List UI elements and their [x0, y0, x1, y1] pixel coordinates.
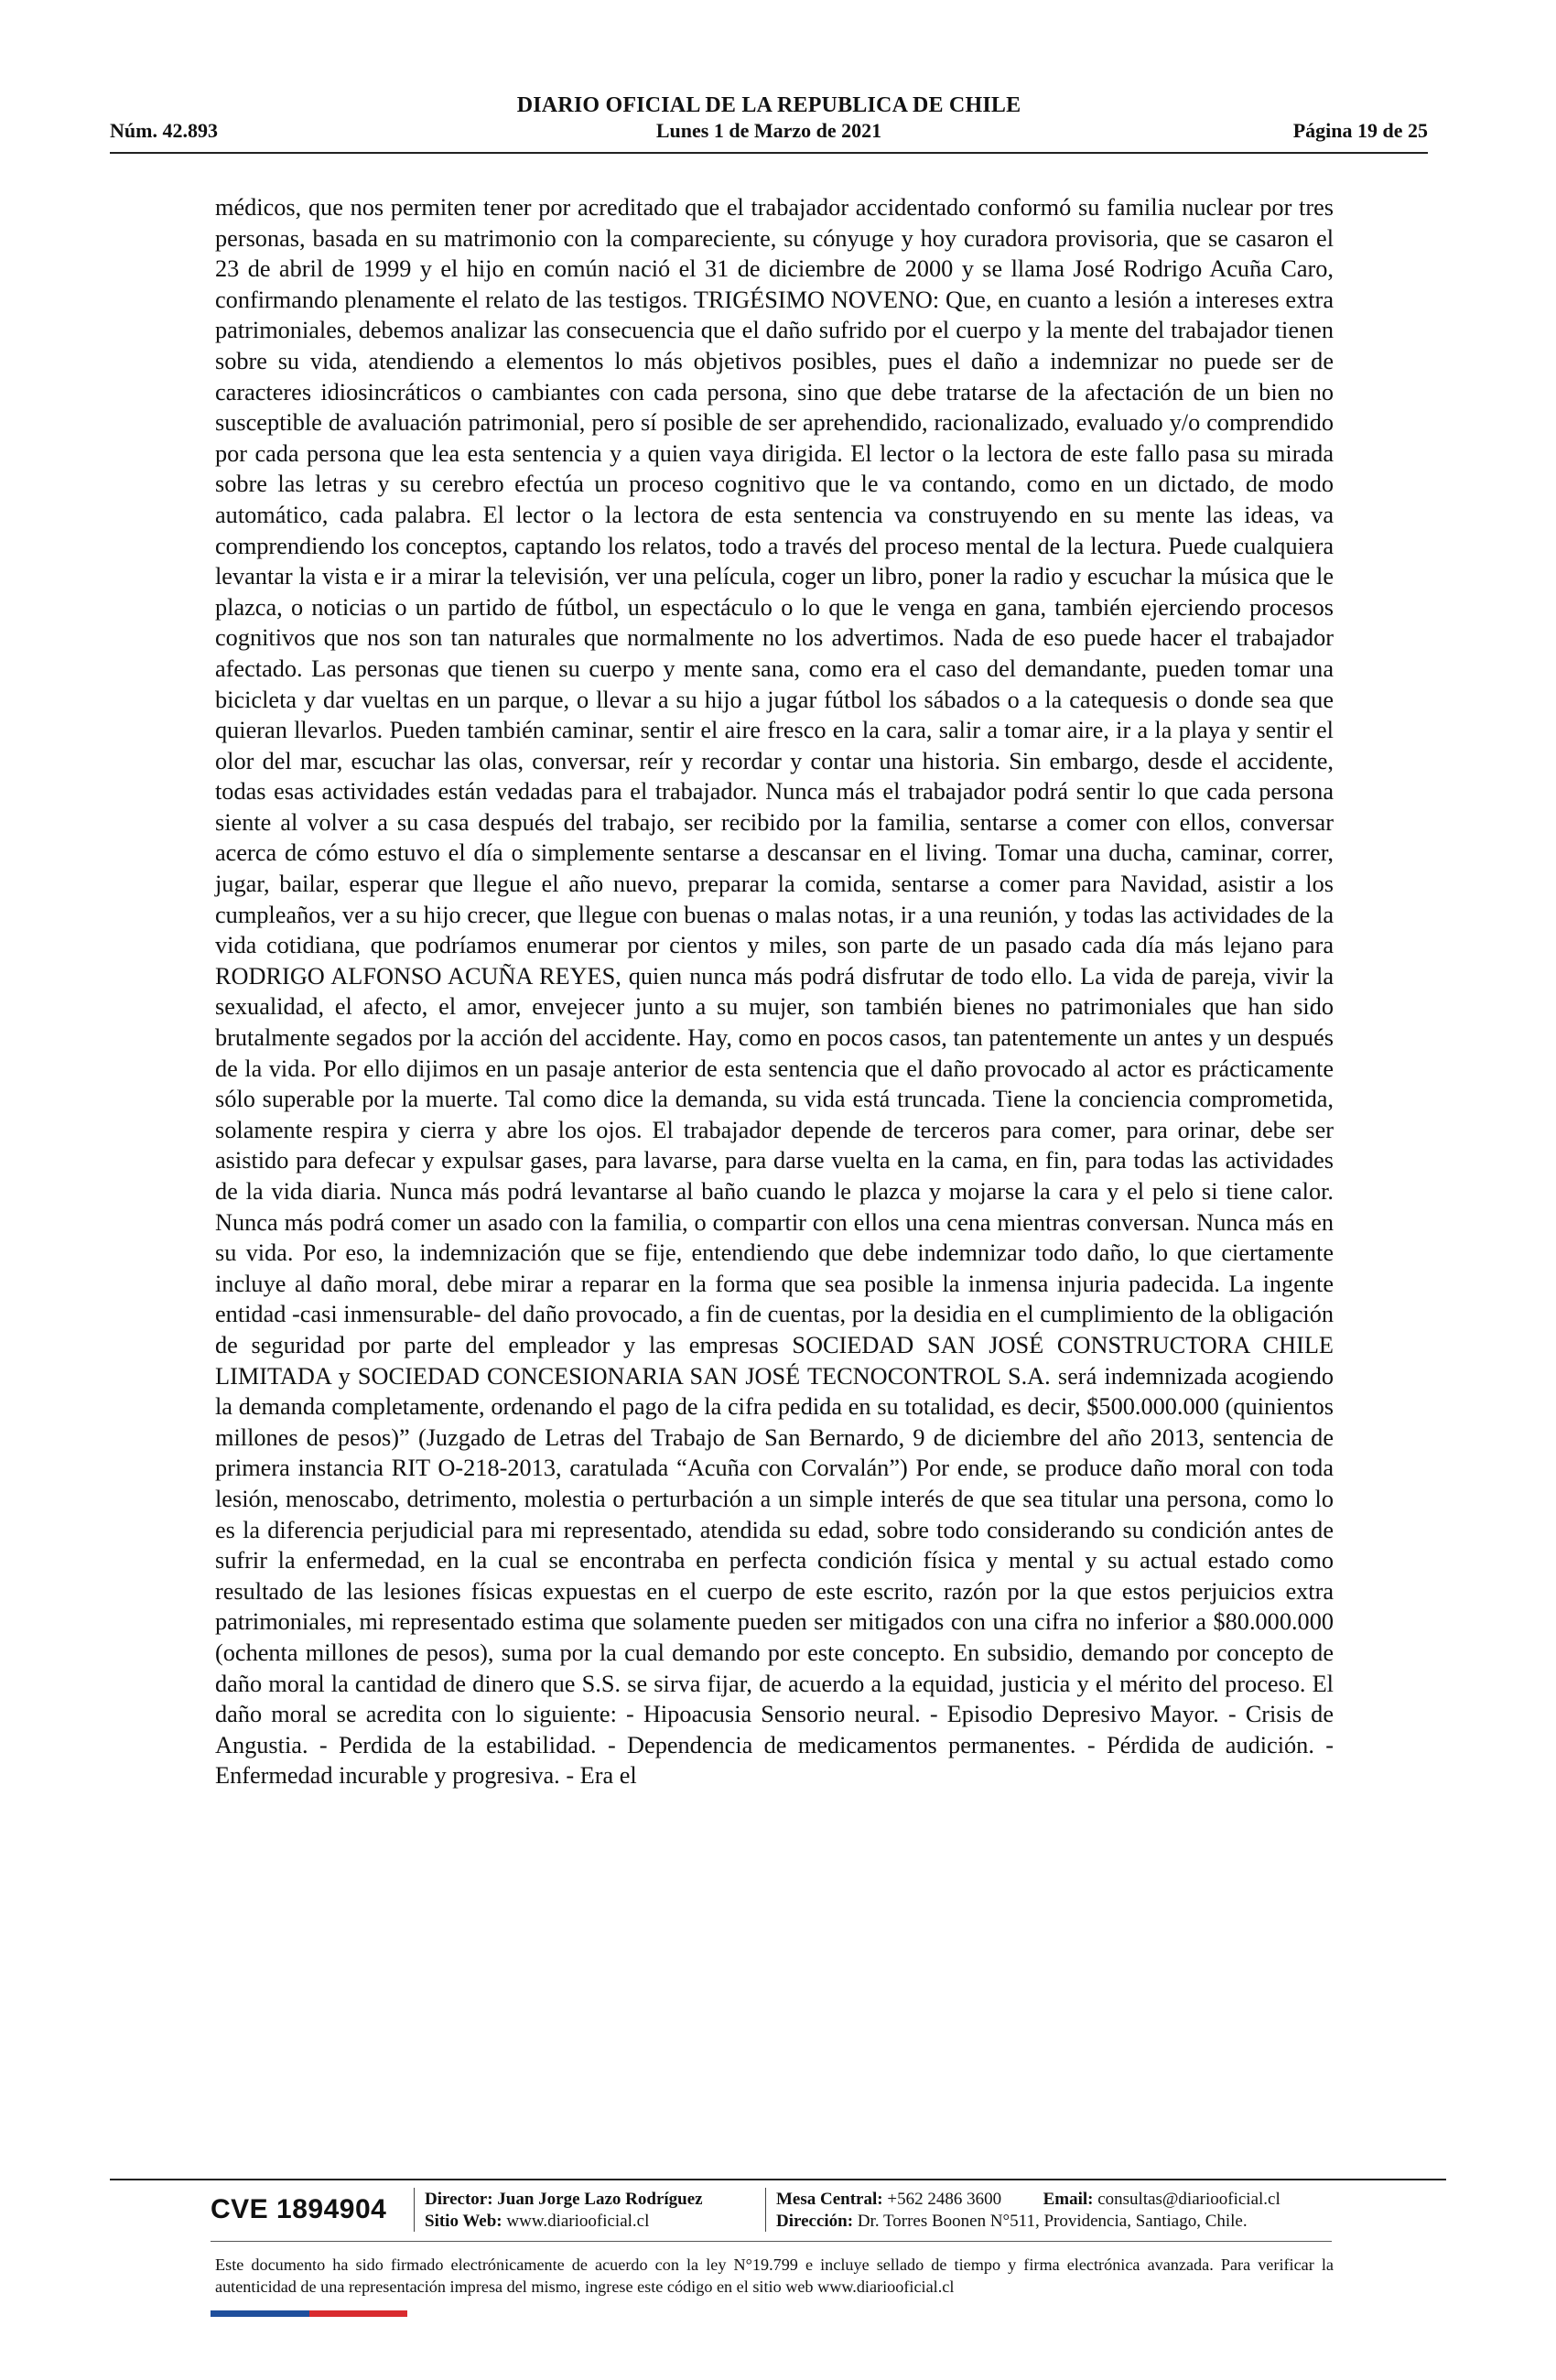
flag-stripe-blue [211, 2310, 309, 2317]
legal-notice: Este documento ha sido firmado electrónicamente de acuerdo con la ley N°19.799 e incluye sellado de tiempo y firma electrónica avanzada. Para verificar la autenticidad de una representación impresa del mismo, ingrese este código en el sitio web www.diariooficial.cl [215, 2256, 1334, 2296]
email-label: Email: [1043, 2190, 1094, 2209]
body-paragraph: médicos, que nos permiten tener por acreditado que el trabajador accidentado conformó su familia nuclear por tres personas, basada en su matrimonio con la compareciente, su cónyuge y hoy curadora provisoria, que se casaron el 23 de abril de 1999 y el hijo en común nació el 31 de diciembre de 2000 y se llama José Rodrigo Acuña Caro, confirmando plenamente el relato de las testigos. TRIGÉSIMO NOVENO: Que, en cuanto a lesión a intereses extra patrimoniales, debemos analizar las consecuencia que el daño sufrido por el cuerpo y la mente del trabajador tienen sobre su vida, atendiendo a elementos lo más objetivos posibles, pues el daño a indemnizar no puede ser de caracteres idiosincráticos o cambiantes con cada persona, sino que debe tratarse de la afectación de un bien no susceptible de avaluación patrimonial, pero sí posible de ser aprehendido, racionalizado, evaluado y/o comprendido por cada persona que lea esta sentencia y a quien vaya dirigida. El lector o la lectora de este fallo pasa su mirada sobre las letras y su cerebro efectúa un proceso cognitivo que le va contando, como en un dictado, de modo automático, cada palabra. El lector o la lectora de esta sentencia va construyendo en su mente las ideas, va comprendiendo los conceptos, captando los relatos, todo a través del proceso mental de la lectura. Puede cualquiera levantar la vista e ir a mirar la televisión, ver una película, coger un libro, poner la radio y escuchar la música que le plazca, o noticias o un partido de fútbol, un espectáculo o lo que le venga en gana, también ejerciendo procesos cognitivos que nos son tan naturales que normalmente no los advertimos. Nada de eso puede hacer el trabajador afectado. Las personas que tienen su cuerpo y mente sana, como era el caso del demandante, pueden tomar una bicicleta y dar vueltas en un parque, o llevar a su hijo a jugar fútbol los sábados o a la catequesis o donde sea que quieran llevarlos. Pueden también caminar, sentir el aire fresco en la cara, salir a tomar aire, ir a la playa y sentir el olor del mar, escuchar las olas, conversar, reír y recordar y contar una historia. Sin embargo, desde el accidente, todas esas actividades están vedadas para el trabajador. Nunca más el trabajador podrá sentir lo que cada persona siente al volver a su casa después del trabajo, ser recibido por la familia, sentarse a comer con ellos, conversar acerca de cómo estuvo el día o simplemente sentarse a descansar en el living. Tomar una ducha, caminar, correr, jugar, bailar, esperar que llegue el año nuevo, preparar la comida, sentarse a comer para Navidad, asistir a los cumpleaños, ver a su hijo crecer, que llegue con buenas o malas notas, ir a una reunión, y todas las actividades de la vida cotidiana, que podríamos enumerar por cientos y miles, son parte de un pasado cada día más lejano para RODRIGO ALFONSO ACUÑA REYES, quien nunca más podrá disfrutar de todo ello. La vida de pareja, vivir la sexualidad, el afecto, el amor, envejecer junto a su mujer, son también bienes no patrimoniales que han sido brutalmente segados por la acción del accidente. Hay, como en pocos casos, tan patentemente un antes y un después de la vida. Por ello dijimos en un pasaje anterior de esta sentencia que el daño provocado al actor es prácticamente sólo superable por la muerte. Tal como dice la demanda, su vida está truncada. Tiene la conciencia comprometida, solamente respira y cierra y abre los ojos. El trabajador depende de terceros para comer, para orinar, debe ser asistido para defecar y expulsar gases, para lavarse, para darse vuelta en la cama, en fin, para todas las actividades de la vida diaria. Nunca más podrá levantarse al baño cuando le plazca y mojarse la cara y el pelo si tiene calor. Nunca más podrá comer un asado con la familia, o compartir con ellos una cena mientras conversan. Nunca más en su vida. Por eso, la indemnización que se fije, entendiendo que debe indemnizar todo daño, lo que ciertamente incluye al daño moral, debe mirar a reparar en la forma que sea posible la inmensa injuria padecida. La ingente entidad -casi inmensurable- del daño provocado, a fin de cuentas, por la desidia en el cumplimiento de la obligación de seguridad por parte del empleador y las empresas SOCIEDAD SAN JOSÉ CONSTRUCTORA CHILE LIMITADA y SOCIEDAD CONCESIONARIA SAN JOSÉ TECNOCONTROL S.A. será indemnizada acogiendo la demanda completamente, ordenando el pago de la cifra pedida en su totalidad, es decir, $500.000.000 (quinientos millones de pesos)” (Juzgado de Letras del Trabajo de San Bernardo, 9 de diciembre del año 2013, sentencia de primera instancia RIT O-218-2013, caratulada “Acuña con Corvalán”) Por ende, se produce daño moral con toda lesión, menoscabo, detrimento, molestia o perturbación a un simple interés de que sea titular una persona, como lo es la diferencia perjudicial para mi representado, atendida su edad, sobre todo considerando su condición antes de sufrir la enfermedad, en la cual se encontraba en perfecta condición física y mental y su actual estado como resultado de las lesiones físicas expuestas en el cuerpo de este escrito, razón por la que estos perjuicios extra patrimoniales, mi representado estima que solamente pueden ser mitigados con una cifra no inferior a $80.000.000 (ochenta millones de pesos), suma por la cual demando por este concepto. En subsidio, demando por concepto de daño moral la cantidad de dinero que S.S. se sirva fijar, de acuerdo a la equidad, justicia y el mérito del proceso. El daño moral se acredita con lo siguiente: - Hipoacusia Sensorio neural. - Episodio Depresivo Mayor. - Crisis de Angustia. - Perdida de la estabilidad. - Dependencia de medicamentos permanentes. - Pérdida de audición. - Enfermedad incurable y progresiva. - Era el [215, 194, 1334, 1790]
footer-divider [110, 2179, 1446, 2180]
footer-separator [765, 2188, 766, 2232]
header-divider [110, 152, 1428, 154]
footer-separator [414, 2188, 415, 2232]
cve-code: CVE 1894904 [211, 2194, 387, 2224]
page-number: Página 19 de 25 [1292, 119, 1428, 142]
email-address[interactable]: consultas@diariooficial.cl [1097, 2190, 1280, 2209]
director-label: Director: [425, 2190, 493, 2209]
issue-number: Núm. 42.893 [110, 119, 218, 142]
gazette-title: DIARIO OFICIAL DE LA REPUBLICA DE CHILE [516, 93, 1021, 117]
address-label: Dirección: [776, 2212, 854, 2231]
website-label: Sitio Web: [425, 2212, 502, 2231]
flag-stripe-red [309, 2310, 407, 2317]
issue-date: Lunes 1 de Marzo de 2021 [655, 119, 882, 142]
address-text: Dr. Torres Boonen N°511, Providencia, Santiago, Chile. [857, 2212, 1248, 2231]
document-body [215, 192, 1334, 1791]
footer-thin-divider [211, 2241, 1332, 2242]
website-link[interactable]: www.diariooficial.cl [506, 2212, 650, 2231]
flag-stripe [211, 2310, 407, 2317]
phone-number: +562 2486 3600 [887, 2190, 1002, 2209]
phone-label: Mesa Central: [776, 2190, 883, 2209]
footer-contact-block [776, 2189, 1280, 2233]
footer-director-block [425, 2189, 703, 2233]
page-header [110, 92, 1428, 148]
director-name: Juan Jorge Lazo Rodríguez [497, 2190, 703, 2209]
